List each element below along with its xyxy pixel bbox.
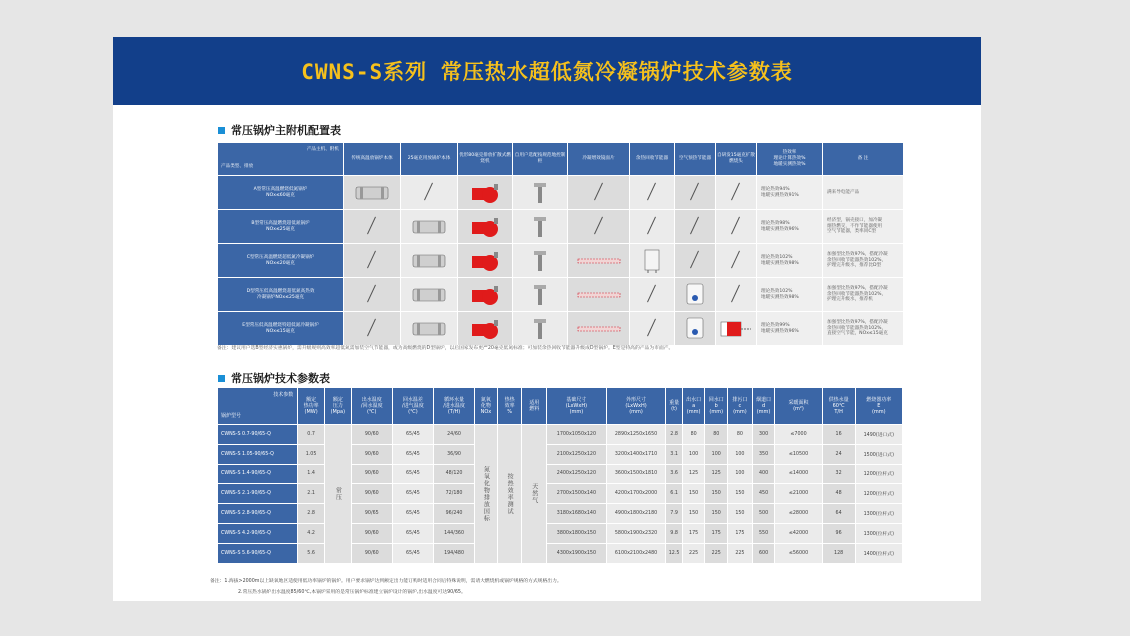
temp-cell: 90/65 — [351, 504, 392, 524]
power-cell: 1.4 — [298, 464, 325, 484]
cell-control — [513, 312, 568, 346]
burner-icon — [470, 182, 500, 204]
burner-cell: 1300(位杆式) — [855, 504, 902, 524]
burner-cell: 1400(位杆式) — [855, 543, 902, 563]
diff-cell: 65/45 — [392, 543, 433, 563]
cell-boiler-body — [401, 312, 458, 346]
model-name: CWNS-S 5.6-90/65-Q — [218, 543, 298, 563]
weight-cell: 9.8 — [666, 523, 682, 543]
slash-icon — [647, 318, 657, 336]
config-col-header: 空气预热节能器 — [675, 143, 716, 176]
outlet-a-cell: 150 — [682, 504, 705, 524]
hotwater-cell: 48 — [822, 484, 855, 504]
hotwater-cell: 24 — [822, 444, 855, 464]
slash-icon — [594, 182, 604, 200]
config-col-header: 余热回收节能器 — [630, 143, 675, 176]
area-cell: ≤7000 — [775, 425, 822, 445]
hotwater-cell: 64 — [822, 504, 855, 524]
slash-icon — [690, 182, 700, 200]
diff-cell: 65/45 — [392, 523, 433, 543]
model-name: CWNS-S 1.05-90/65-Q — [218, 444, 298, 464]
slash-icon — [594, 216, 604, 234]
burner-cell: 1200(位杆式) — [855, 484, 902, 504]
temp-cell: 90/60 — [351, 425, 392, 445]
boiler-body-icon — [411, 218, 447, 236]
cell-control — [513, 244, 568, 278]
cell-empty — [716, 176, 757, 210]
outline-cell: 2890x1250x1650 — [606, 425, 666, 445]
param-table — [217, 387, 903, 564]
drain-c-cell: 225 — [728, 543, 753, 563]
remark-text: 满来导电能产品 — [823, 176, 904, 210]
section2-heading — [218, 370, 330, 386]
footnote-1: 备注：1.海拔>2000m以上缺氧地区适使用低功率锅炉的锅炉。用户要求锅炉达到额定出力能订购时适用合同后特殊说明，需请大燃烧机或锅炉规格的方式规格出力。 — [210, 579, 562, 584]
model-name: CWNS-S 0.7-90/65-Q — [218, 425, 298, 445]
control-cabinet-icon — [532, 181, 548, 205]
condenser-tube-icon — [576, 256, 622, 266]
cell-air-preheater — [675, 278, 716, 312]
base-cell: 1700x1050x120 — [547, 425, 607, 445]
diff-cell: 65/45 — [392, 425, 433, 445]
config-col-header: 自用户选配按规范地控制柜 — [513, 143, 568, 176]
config-col-header: 传统高温放锅炉本体 — [344, 143, 401, 176]
outline-cell: 4200x1700x2000 — [606, 484, 666, 504]
control-cabinet-icon — [532, 283, 548, 307]
power-cell: 2.8 — [298, 504, 325, 524]
power-cell: 5.6 — [298, 543, 325, 563]
outlet-a-cell: 125 — [682, 464, 705, 484]
config-col-header: 备 注 — [823, 143, 904, 176]
config-row-label: B型常压高温燃烧超低氮锅炉 NOx≤25毫克 — [218, 210, 344, 244]
cell-empty — [344, 210, 401, 244]
cell-empty — [675, 244, 716, 278]
air-preheater-icon — [684, 316, 706, 342]
efficiency-merged-cell: 按热效率测试 — [497, 425, 522, 564]
drain-c-cell: 80 — [728, 425, 753, 445]
table-row — [218, 523, 903, 543]
burner-cell: 1200(位杆式) — [855, 464, 902, 484]
slash-icon — [424, 182, 434, 200]
cell-burner — [458, 278, 513, 312]
cell-empty — [568, 210, 630, 244]
flue-d-cell: 400 — [752, 464, 775, 484]
control-cabinet-icon — [532, 215, 548, 239]
cell-burner — [458, 244, 513, 278]
cell-control — [513, 176, 568, 210]
slash-icon — [731, 284, 741, 302]
burner-icon — [470, 318, 500, 340]
bullet-square-icon — [218, 127, 225, 134]
weight-cell: 3.1 — [666, 444, 682, 464]
section1-title: 常压锅炉主附机配置表 — [231, 124, 341, 137]
param-col-header: 循环水量 /进水温度 (T/H) — [433, 388, 474, 425]
condenser-tube-icon — [576, 290, 622, 300]
diff-cell: 65/45 — [392, 504, 433, 524]
flue-d-cell: 450 — [752, 484, 775, 504]
slash-icon — [367, 318, 377, 336]
slash-icon — [690, 216, 700, 234]
flow-cell: 72/180 — [433, 484, 474, 504]
area-cell: ≤14000 — [775, 464, 822, 484]
cell-empty — [716, 244, 757, 278]
table-row — [218, 425, 903, 445]
param-col-header: 供热水量 60℃ T/H — [822, 388, 855, 425]
area-cell: ≤28000 — [775, 504, 822, 524]
param-col-header: 基础尺寸 (LxWxH) (mm) — [547, 388, 607, 425]
cell-empty — [344, 312, 401, 346]
table-row — [218, 210, 904, 244]
weight-cell: 7.9 — [666, 504, 682, 524]
outline-cell: 4900x1800x2180 — [606, 504, 666, 524]
config-col-header: 冷凝增效镜面片 — [568, 143, 630, 176]
efficiency-text: 理论热效94% 地暖实测热效91% — [757, 176, 823, 210]
config-header-row — [218, 143, 904, 176]
cell-boiler-body — [401, 244, 458, 278]
cell-empty — [630, 210, 675, 244]
cell-air-preheater — [675, 312, 716, 346]
control-cabinet-icon — [532, 317, 548, 341]
cell-condenser — [568, 312, 630, 346]
title-banner — [113, 37, 981, 105]
inlet-b-cell: 100 — [705, 444, 728, 464]
cell-empty — [675, 176, 716, 210]
pressure-merged-cell: 常压 — [324, 425, 351, 564]
cell-control — [513, 210, 568, 244]
base-cell: 4300x1900x150 — [547, 543, 607, 563]
inlet-b-cell: 175 — [705, 523, 728, 543]
power-cell: 4.2 — [298, 523, 325, 543]
outline-cell: 5800x1900x2320 — [606, 523, 666, 543]
burner-icon — [470, 250, 500, 272]
param-col-header: 回水温差 /进气温度 (℃) — [392, 388, 433, 425]
config-row-label: D型常压低高温燃烧超低氮高热效 冷凝锅炉NOx≤25毫克 — [218, 278, 344, 312]
outline-cell: 3600x1500x1810 — [606, 464, 666, 484]
flue-d-cell: 350 — [752, 444, 775, 464]
burner-icon — [470, 284, 500, 306]
base-cell: 2100x1250x120 — [547, 444, 607, 464]
weight-cell: 2.8 — [666, 425, 682, 445]
table-row — [218, 484, 903, 504]
boiler-body-icon — [411, 252, 447, 270]
inlet-b-cell: 225 — [705, 543, 728, 563]
flow-cell: 144/360 — [433, 523, 474, 543]
base-cell: 2400x1250x120 — [547, 464, 607, 484]
config-table — [217, 142, 904, 346]
outlet-a-cell: 80 — [682, 425, 705, 445]
efficiency-text: 理论热效98% 地暖实测热效96% — [757, 210, 823, 244]
cell-boiler-body — [401, 278, 458, 312]
power-cell: 1.05 — [298, 444, 325, 464]
config-corner-header: 产品主机、附机 产品类型、排放 — [218, 143, 344, 176]
efficiency-text: 理论热效102% 地暖实测热效98% — [757, 244, 823, 278]
config-col-header: 热效率 理论计算热效% 地暖实测热效% — [757, 143, 823, 176]
power-cell: 2.1 — [298, 484, 325, 504]
cell-empty — [401, 176, 458, 210]
condenser-tube-icon — [576, 324, 622, 334]
table-row — [218, 278, 904, 312]
cell-empty — [716, 210, 757, 244]
config-col-header: 25毫克用放锅炉本体 — [401, 143, 458, 176]
drain-c-cell: 150 — [728, 504, 753, 524]
boiler-body-icon — [411, 286, 447, 304]
base-cell: 2700x1500x140 — [547, 484, 607, 504]
flue-d-cell: 600 — [752, 543, 775, 563]
config-row-label: E型常压低高温燃烧特超低氮冷凝锅炉 NOx≤15毫克 — [218, 312, 344, 346]
burner-cell: 1490(进口式) — [855, 425, 902, 445]
diff-cell: 65/45 — [392, 444, 433, 464]
section1-heading — [218, 122, 341, 138]
cell-empty — [630, 312, 675, 346]
slash-icon — [690, 250, 700, 268]
inlet-b-cell: 125 — [705, 464, 728, 484]
cell-empty — [568, 176, 630, 210]
param-col-header: 排污口 c (mm) — [728, 388, 753, 425]
outlet-a-cell: 100 — [682, 444, 705, 464]
cell-empty — [630, 278, 675, 312]
diff-cell: 65/45 — [392, 484, 433, 504]
cell-burner — [458, 312, 513, 346]
table-row — [218, 504, 903, 524]
remark-text: 加强型比热效97%，搭配冷凝 余热回收节能器热效102%， 护理完升级水，推荐机 — [823, 278, 904, 312]
config-row-label: A型常压高温燃烧低氮锅炉 NOx≤60毫克 — [218, 176, 344, 210]
remark-text: 加强型比热效97%，搭配冷凝 余热回收节能器热效102%， 护理完升级水，推荐比D型 — [823, 244, 904, 278]
param-header-row — [218, 388, 903, 425]
control-cabinet-icon — [532, 249, 548, 273]
outline-cell: 3200x1400x1710 — [606, 444, 666, 464]
drain-c-cell: 100 — [728, 464, 753, 484]
param-col-header: 额定 热功率 (MW) — [298, 388, 325, 425]
cell-boiler-body — [344, 176, 401, 210]
param-col-header: 出水温度 /回水温度 (℃) — [351, 388, 392, 425]
document-page — [113, 37, 981, 601]
cell-control — [513, 278, 568, 312]
flow-cell: 194/480 — [433, 543, 474, 563]
footnote-2: 2.常压热水锅炉出水温度85/60℃,本锅炉采用的是常压锅炉标准建立锅炉设计的锅炉,出水温度可达90/65。 — [238, 590, 466, 595]
temp-cell: 90/60 — [351, 484, 392, 504]
burner-head-icon — [719, 319, 753, 339]
drain-c-cell: 100 — [728, 444, 753, 464]
cell-empty — [716, 278, 757, 312]
drain-c-cell: 175 — [728, 523, 753, 543]
param-col-header: 出水口 a (mm) — [682, 388, 705, 425]
diff-cell: 65/45 — [392, 464, 433, 484]
page-title: CWNS-S系列 常压热水超低氮冷凝锅炉技术参数表 — [301, 60, 793, 84]
slash-icon — [647, 216, 657, 234]
table-row — [218, 464, 903, 484]
param-col-header: 烟道口 d (mm) — [752, 388, 775, 425]
outline-cell: 6100x2100x2480 — [606, 543, 666, 563]
config-col-header: 自研发15毫克扩散燃烧头 — [716, 143, 757, 176]
model-name: CWNS-S 1.4-90/65-Q — [218, 464, 298, 484]
hotwater-cell: 96 — [822, 523, 855, 543]
cell-burner — [458, 210, 513, 244]
flow-cell: 24/60 — [433, 425, 474, 445]
base-cell: 3180x1680x140 — [547, 504, 607, 524]
flue-d-cell: 550 — [752, 523, 775, 543]
param-col-header: 重量 (t) — [666, 388, 682, 425]
cell-condenser — [568, 278, 630, 312]
flue-d-cell: 500 — [752, 504, 775, 524]
burner-cell: 1300(位杆式) — [855, 523, 902, 543]
base-cell: 3800x1800x150 — [547, 523, 607, 543]
flow-cell: 36/90 — [433, 444, 474, 464]
config-note: 备注：建议用户选B型经济实惠锅炉，需升级规则高效率超低氮需加装空气节能器，或为高级燃烧的D型锅炉，以后国家发布更严20毫克低氮标准；可加装余热回收节能器升级成D型锅炉。E型是特高的产品为市面产。 — [217, 346, 674, 351]
table-row — [218, 444, 903, 464]
temp-cell: 90/60 — [351, 464, 392, 484]
outlet-a-cell: 225 — [682, 543, 705, 563]
table-row — [218, 543, 903, 563]
param-col-header: 热热 效率 % — [497, 388, 522, 425]
area-cell: ≤56000 — [775, 543, 822, 563]
area-cell: ≤10500 — [775, 444, 822, 464]
slash-icon — [647, 182, 657, 200]
economizer-icon — [642, 248, 662, 274]
burner-icon — [470, 216, 500, 238]
hotwater-cell: 32 — [822, 464, 855, 484]
param-col-header: 额定 压力 (Mpa) — [324, 388, 351, 425]
cell-burner — [458, 176, 513, 210]
efficiency-text: 理论热效99% 地暖实测热效96% — [757, 312, 823, 346]
flow-cell: 96/240 — [433, 504, 474, 524]
param-col-header: 回水口 b (mm) — [705, 388, 728, 425]
drain-c-cell: 150 — [728, 484, 753, 504]
slash-icon — [367, 284, 377, 302]
table-row — [218, 176, 904, 210]
boiler-body-icon — [354, 184, 390, 202]
config-row-label: C型常压高温燃烧超低氮冷凝锅炉 NOx≤20毫克 — [218, 244, 344, 278]
hotwater-cell: 16 — [822, 425, 855, 445]
inlet-b-cell: 150 — [705, 504, 728, 524]
table-row — [218, 312, 904, 346]
bullet-square-icon — [218, 375, 225, 382]
table-row — [218, 244, 904, 278]
boiler-body-icon — [411, 320, 447, 338]
slash-icon — [647, 284, 657, 302]
section2-title: 常压锅炉技术参数表 — [231, 372, 330, 385]
cell-economizer — [630, 244, 675, 278]
param-col-header: 适用 燃料 — [522, 388, 547, 425]
burner-cell: 1500(进口式) — [855, 444, 902, 464]
cell-condenser — [568, 244, 630, 278]
param-col-header: 氮氧 化物 NOx — [475, 388, 498, 425]
param-col-header: 燃烧器功率 E (mm) — [855, 388, 902, 425]
outlet-a-cell: 175 — [682, 523, 705, 543]
hotwater-cell: 128 — [822, 543, 855, 563]
config-col-header: 优形80毫克排放扩散式燃烧机 — [458, 143, 513, 176]
weight-cell: 3.6 — [666, 464, 682, 484]
power-cell: 0.7 — [298, 425, 325, 445]
inlet-b-cell: 80 — [705, 425, 728, 445]
slash-icon — [367, 250, 377, 268]
remark-text: 加强型比热效97%，搭配冷凝 余热回收节能器热效102%， 直接空气节能，NOx≤15毫克 — [823, 312, 904, 346]
remark-text: 经济型，锅壳接口，加冷凝 烟热燃交，不作节能器使用 空气节能器，类率同C型 — [823, 210, 904, 244]
model-name: CWNS-S 2.1-90/65-Q — [218, 484, 298, 504]
temp-cell: 90/60 — [351, 543, 392, 563]
cell-burner-head — [716, 312, 757, 346]
slash-icon — [731, 250, 741, 268]
cell-empty — [630, 176, 675, 210]
param-corner-header: 技术参数 锅炉型号 — [218, 388, 298, 425]
param-col-header: 采暖面积 (m²) — [775, 388, 822, 425]
model-name: CWNS-S 4.2-90/65-Q — [218, 523, 298, 543]
inlet-b-cell: 150 — [705, 484, 728, 504]
weight-cell: 12.5 — [666, 543, 682, 563]
cell-empty — [344, 278, 401, 312]
flue-d-cell: 300 — [752, 425, 775, 445]
slash-icon — [731, 182, 741, 200]
fuel-merged-cell: 天然气 — [522, 425, 547, 564]
temp-cell: 90/60 — [351, 523, 392, 543]
outlet-a-cell: 150 — [682, 484, 705, 504]
air-preheater-icon — [684, 282, 706, 308]
weight-cell: 6.1 — [666, 484, 682, 504]
cell-empty — [344, 244, 401, 278]
model-name: CWNS-S 2.8-90/65-Q — [218, 504, 298, 524]
area-cell: ≤42000 — [775, 523, 822, 543]
efficiency-text: 理论热效102% 地暖实测热效98% — [757, 278, 823, 312]
cell-empty — [675, 210, 716, 244]
cell-boiler-body — [401, 210, 458, 244]
temp-cell: 90/60 — [351, 444, 392, 464]
slash-icon — [731, 216, 741, 234]
area-cell: ≤21000 — [775, 484, 822, 504]
param-col-header: 外形尺寸 (LxWxH) (mm) — [606, 388, 666, 425]
slash-icon — [367, 216, 377, 234]
flow-cell: 48/120 — [433, 464, 474, 484]
nox-merged-cell: 氮氧化物排放国标 — [475, 425, 498, 564]
